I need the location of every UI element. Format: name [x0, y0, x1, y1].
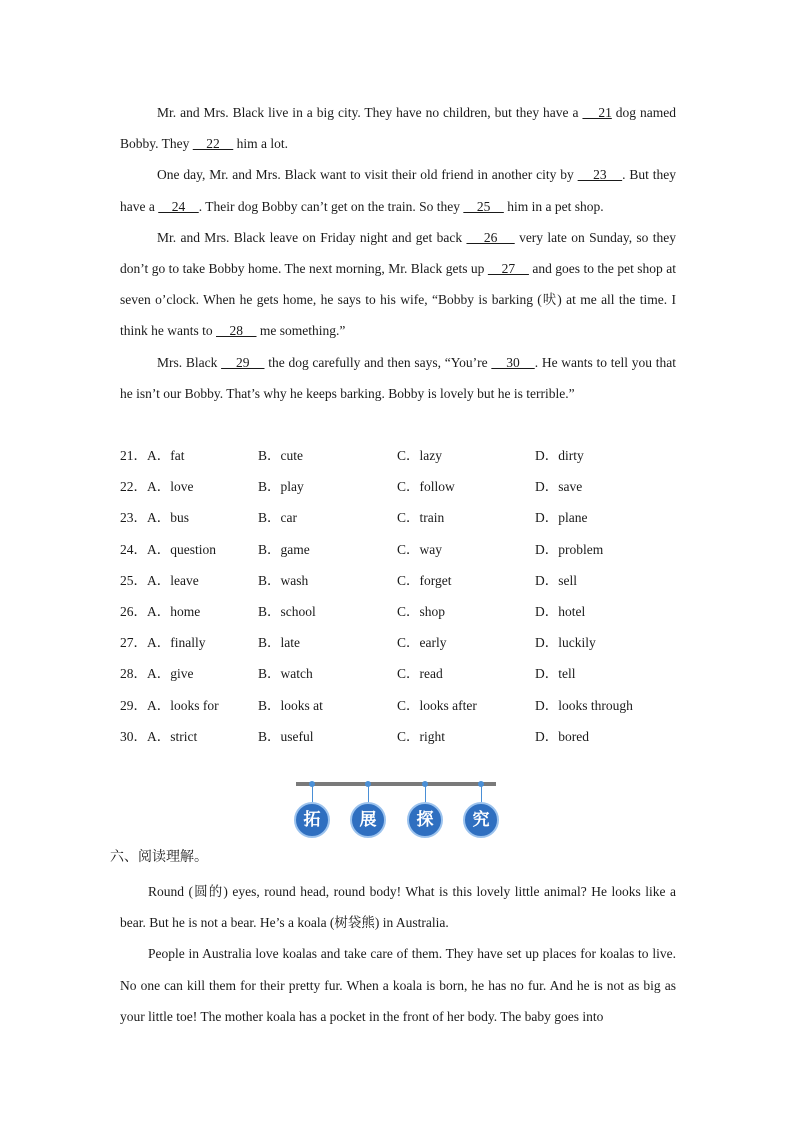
passage-text: me something.”	[256, 323, 346, 339]
expand-explore-banner	[292, 778, 502, 840]
option-b: B．useful	[258, 728, 314, 744]
banner-char-jiu: 究	[463, 802, 499, 838]
passage-text: . But they have a	[120, 167, 677, 214]
option-d: D．sell	[535, 572, 577, 588]
question-row-25	[120, 565, 680, 596]
option-b: B．car	[258, 510, 297, 526]
section-heading: 六、阅读理解。	[110, 850, 208, 865]
option-b: B．school	[258, 603, 316, 619]
option-d: D．looks through	[535, 697, 633, 713]
option-d: D．tell	[535, 666, 576, 682]
option-b: B．wash	[258, 572, 309, 588]
option-c: C．shop	[397, 603, 446, 619]
passage-text: him in a pet shop.	[503, 198, 604, 214]
passage-text: Mr. and Mrs. Black leave on Friday night and get back	[157, 229, 467, 245]
option-c: C．way	[397, 541, 442, 557]
blank-24: 24	[158, 198, 199, 214]
question-row-26	[120, 596, 680, 627]
option-d: D．dirty	[535, 448, 584, 463]
reading-paragraph-1: Round (圆的) eyes, round head, round body! What is this lovely little animal? He looks like a bear. But he is not a bear. He’s a koala (树袋熊) in Australia.	[120, 884, 676, 931]
blank-27: 27	[487, 261, 529, 277]
option-b: B．watch	[258, 666, 313, 682]
option-a: 22．A．love	[120, 479, 194, 495]
question-row-22	[120, 471, 680, 502]
option-c: C．looks after	[397, 697, 477, 713]
cloze-paragraph-4	[120, 347, 676, 409]
question-row-30	[120, 721, 680, 752]
reading-paragraph-2: People in Australia love koalas and take care of them. They have set up places for koalas to live. No one can kill them for their pretty fur. When a koala is born, he has no fur. And he is not as big as your little toe! The mother koala has a pocket in the front of her body. The baby goes into	[120, 946, 676, 1024]
options-list	[120, 440, 680, 752]
option-c: C．follow	[397, 479, 455, 495]
passage-text: . He wants to tell you that he isn’t our Bobby. That’s why he keeps barking. Bobby is lovely but he is terrible.”	[120, 354, 676, 401]
banner-char-tuo: 拓	[294, 802, 330, 838]
option-d: D．luckily	[535, 635, 596, 651]
blank-28: 28	[216, 323, 257, 339]
cloze-paragraph-1	[120, 97, 676, 159]
option-a: 29．A．looks for	[120, 697, 219, 713]
option-c: C．early	[397, 635, 447, 651]
blank-21: 21	[582, 105, 612, 120]
option-a: 25．A．leave	[120, 572, 199, 588]
passage-text: . Their dog Bobby can’t get on the train. So they	[198, 198, 464, 214]
option-c: C．forget	[397, 572, 452, 588]
option-a: 24．A．question	[120, 541, 216, 557]
option-a: 23．A．bus	[120, 510, 190, 526]
cloze-passage	[120, 97, 676, 409]
passage-text: One day, Mr. and Mrs. Black want to visit their old friend in another city by	[157, 167, 578, 183]
option-d: D．hotel	[535, 603, 586, 619]
option-c: C．right	[397, 728, 446, 744]
passage-text: Mrs. Black	[157, 354, 222, 370]
option-a: 27．A．finally	[120, 635, 206, 651]
blank-25: 25	[463, 198, 504, 214]
banner-char-tan: 探	[407, 802, 443, 838]
question-row-23	[120, 502, 680, 533]
option-c: C．lazy	[397, 448, 442, 463]
question-row-28	[120, 658, 680, 689]
reading-passage	[120, 876, 676, 1032]
blank-29: 29	[221, 354, 265, 370]
option-c: C．train	[397, 510, 445, 526]
cloze-paragraph-3	[120, 222, 676, 347]
option-c: C．read	[397, 666, 443, 682]
blank-26: 26	[466, 229, 515, 245]
option-b: B．cute	[258, 448, 303, 463]
banner-bar	[296, 782, 496, 786]
option-d: D．save	[535, 479, 583, 495]
question-row-27	[120, 627, 680, 658]
question-row-24	[120, 534, 680, 565]
option-b: B．play	[258, 479, 304, 495]
option-b: B．late	[258, 635, 300, 651]
option-d: D．bored	[535, 728, 589, 744]
passage-text: Mr. and Mrs. Black live in a big city. They have no children, but they have a	[157, 105, 583, 120]
option-b: B．game	[258, 541, 310, 557]
option-a: 21．A．fat	[120, 448, 185, 463]
option-a: 26．A．home	[120, 603, 201, 619]
question-row-29	[120, 690, 680, 721]
blank-22: 22	[192, 136, 234, 152]
passage-text: the dog carefully and then says, “You’re	[264, 354, 492, 370]
blank-30: 30	[491, 354, 535, 370]
option-a: 28．A．give	[120, 666, 194, 682]
option-d: D．problem	[535, 541, 604, 557]
option-b: B．looks at	[258, 697, 323, 713]
passage-text: very late on Sunday, so they don’t go to take Bobby home. The next morning, Mr. Black gets up	[120, 229, 676, 277]
question-row-21	[120, 440, 680, 471]
passage-text: him a lot.	[233, 136, 288, 152]
cloze-paragraph-2	[120, 159, 676, 221]
blank-23: 23	[577, 167, 623, 183]
passage-text: dog named Bobby. They	[120, 105, 676, 152]
option-d: D．plane	[535, 510, 588, 526]
banner-char-zhan: 展	[350, 802, 386, 838]
option-a: 30．A．strict	[120, 728, 198, 744]
passage-text: and goes to the pet shop at seven o’clock. When he gets home, he says to his wife, “Bobby is barking (吠) at me all the time. I think he wants to	[120, 261, 676, 339]
